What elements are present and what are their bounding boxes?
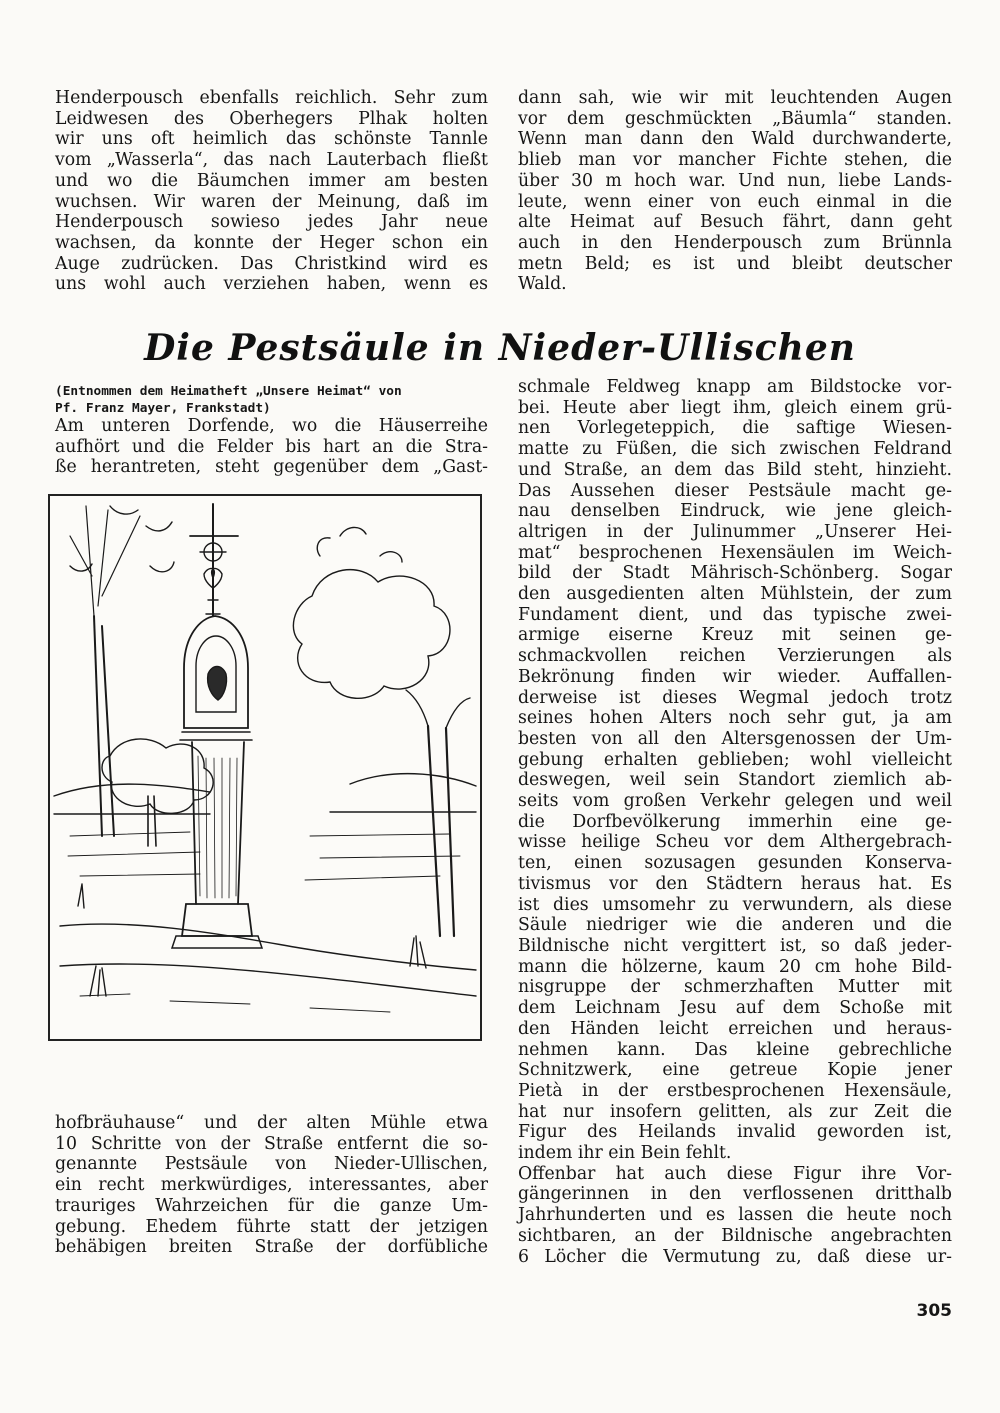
text-line: bild der Stadt Mährisch-Schönberg. Sogar — [518, 563, 952, 584]
text-line: besten von all den Altersgenossen der Um- — [518, 728, 952, 749]
source-line: Pf. Franz Mayer, Frankstadt) — [55, 401, 271, 416]
top-right-column — [518, 88, 952, 295]
text-line: bei. Heute aber liegt ihm, gleich einem grü- — [518, 397, 952, 418]
text-line: 6 Löcher die Vermutung zu, daß diese ur- — [518, 1246, 952, 1267]
text-line: gebung erhalten geblieben; wohl vielleicht — [518, 749, 952, 770]
text-line: schmale Feldweg knapp am Bildstocke vor- — [518, 377, 952, 397]
text-line: ein recht merkwürdiges, interessantes, aber — [55, 1175, 488, 1196]
text-line: behäbigen breiten Straße der dorfübliche — [55, 1237, 488, 1258]
text-line: Offenbar hat auch diese Figur ihre Vor- — [518, 1163, 952, 1184]
text-line: den ausgedienten alten Mühlstein, der zum — [518, 584, 952, 605]
text-line: gängerinnen in den verflossenen dritthalb — [518, 1184, 952, 1205]
text-line: hat nur insofern gelitten, als zur Zeit die — [518, 1101, 952, 1122]
text-line: seines hohen Alters noch sehr gut, ja am — [518, 708, 952, 729]
text-line: indem ihr ein Bein fehlt. — [518, 1143, 732, 1164]
text-line: metn Beld; es ist und bleibt deutscher — [518, 253, 952, 274]
text-line: und wo die Bäumchen immer am besten — [55, 170, 488, 191]
text-line: wir uns oft heimlich das schönste Tannle — [55, 129, 488, 150]
text-line: mann die hölzerne, kaum 20 cm hohe Bild- — [518, 956, 952, 977]
text-line: hofbräuhause“ und der alten Mühle etwa — [55, 1113, 488, 1133]
text-line: alte Heimat auf Besuch fährt, dann geht — [518, 212, 952, 233]
text-line: Bekrönung finden wir wieder. Auffallen- — [518, 666, 952, 687]
text-line: vor dem geschmückten „Bäumla“ standen. — [518, 108, 952, 129]
text-line: nau denselben Eindruck, wie jene gleich- — [518, 501, 952, 522]
text-line: aufhört und die Felder bis hart an die Stra- — [55, 436, 488, 457]
text-line: tivismus vor den Städtern heraus hat. Es — [518, 873, 952, 894]
source-note — [55, 383, 488, 417]
source-line: (Entnommen dem Heimatheft „Unsere Heimat“ von — [55, 384, 402, 399]
text-line: dem Leichnam Jesu auf dem Schoße mit — [518, 998, 952, 1019]
text-line: nisgruppe der schmerzhaften Mutter mit — [518, 977, 952, 998]
text-line: Pietà in der erstbesprochenen Hexensäule, — [518, 1080, 952, 1101]
bottom-left-column — [55, 1113, 488, 1258]
text-line: Bildnische nicht vergittert ist, so daß jeder- — [518, 935, 952, 956]
text-line: armige eiserne Kreuz mit seinen ge- — [518, 625, 952, 646]
text-line: Das Aussehen dieser Pestsäule macht ge- — [518, 480, 952, 501]
hill-line — [350, 774, 476, 786]
text-line: Säule niedriger wie die anderen und die — [518, 915, 952, 936]
text-line: vom „Wasserla“, das nach Lauterbach fließt — [55, 150, 488, 171]
text-line: Fundament dient, und das typische zwei- — [518, 604, 952, 625]
text-line: leute, wenn einer von euch einmal in die — [518, 191, 952, 212]
text-line: nehmen kann. Das kleine gebrechliche — [518, 1039, 952, 1060]
text-line: genannte Pestsäule von Nieder-Ullischen, — [55, 1154, 488, 1175]
text-line: ten, einen sozusagen gesunden Konserva- — [518, 853, 952, 874]
top-left-column — [55, 88, 488, 295]
text-line: Am unteren Dorfende, wo die Häuserreihe — [55, 416, 488, 436]
text-line: auch in den Henderpousch zum Brünnla — [518, 232, 952, 253]
right-main-column — [518, 377, 952, 1267]
text-line: trauriges Wahrzeichen für die ganze Um- — [55, 1195, 488, 1216]
text-line: gebung. Ehedem führte statt der jetzigen — [55, 1216, 488, 1237]
text-line: matte zu Füßen, die sich zwischen Feldrand — [518, 439, 952, 460]
text-line: ist dies umsomehr zu verwundern, als diese — [518, 894, 952, 915]
text-line: Wenn man dann den Wald durchwanderte, — [518, 129, 952, 150]
text-line: Henderpousch ebenfalls reichlich. Sehr zum — [55, 88, 488, 108]
text-line: deswegen, weil sein Standort ziemlich ab- — [518, 770, 952, 791]
text-line: über 30 m hoch war. Und nun, liebe Lands- — [518, 170, 952, 191]
text-line: den Händen leicht erreichen und heraus- — [518, 1018, 952, 1039]
text-line: uns wohl auch verziehen haben, wenn es — [55, 274, 488, 295]
text-line: Leidwesen des Oberhegers Plhak holten — [55, 108, 488, 129]
text-line: Schnitzwerk, eine getreue Kopie jener — [518, 1060, 952, 1081]
text-line: dann sah, wie wir mit leuchtenden Augen — [518, 88, 952, 108]
text-line: Figur des Heilands invalid geworden ist, — [518, 1122, 952, 1143]
text-line: nen Vorlegeteppich, die saftige Wiesen- — [518, 418, 952, 439]
text-line: Henderpousch sowieso jedes Jahr neue — [55, 212, 488, 233]
text-line: ße herantreten, steht gegenüber dem „Gast- — [55, 457, 488, 478]
text-line: wuchsen. Wir waren der Meinung, daß im — [55, 191, 488, 212]
text-line: blieb man vor mancher Fichte stehen, die — [518, 150, 952, 171]
text-line: Auge zudrücken. Das Christkind wird es — [55, 253, 488, 274]
hill-line — [54, 784, 210, 796]
page-number: 305 — [916, 1301, 952, 1321]
text-line: die Dorfbevölkerung immerhin eine ge- — [518, 811, 952, 832]
text-line: Jahrhunderten und es lassen die heute noch — [518, 1205, 952, 1226]
text-line: seits vom großen Verkehr gelegen und weil — [518, 791, 952, 812]
pest-column-illustration — [48, 494, 482, 1041]
text-line: und Straße, an dem das Bild steht, hinzieht. — [518, 459, 952, 480]
text-line: schmackvollen reichen Verzierungen als — [518, 646, 952, 667]
text-line: sichtbaren, an der Bildnische angebrachten — [518, 1225, 952, 1246]
text-line: derweise ist dieses Wegmal jedoch trotz — [518, 687, 952, 708]
illustration-drawing — [50, 496, 480, 1039]
text-line: altrigen in der Julinummer „Unserer Hei- — [518, 521, 952, 542]
text-line: mat“ besprochenen Hexensäulen im Weich- — [518, 542, 952, 563]
article-title: Die Pestsäule in Nieder-Ullischen — [144, 327, 856, 369]
intro-paragraph — [55, 416, 488, 478]
text-line: wachsen, da konnte der Heger schon ein — [55, 232, 488, 253]
text-line: wisse heilige Scheu vor dem Althergebrach- — [518, 832, 952, 853]
text-line: 10 Schritte von der Straße entfernt die so- — [55, 1133, 488, 1154]
text-line: Wald. — [518, 274, 567, 295]
